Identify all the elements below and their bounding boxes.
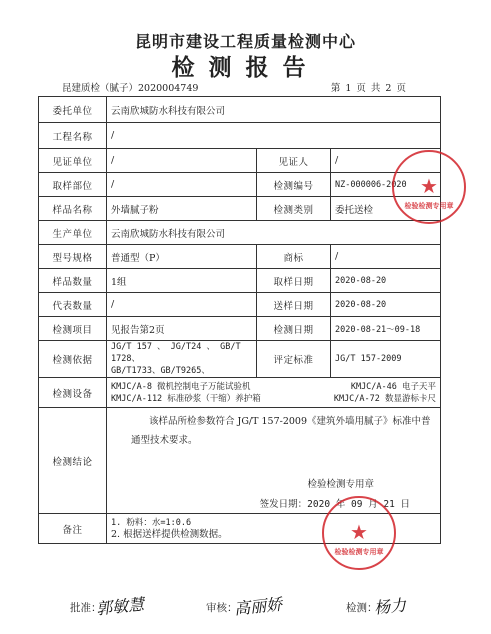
quantity-label: 样品数量 bbox=[39, 269, 107, 293]
standard-value: JG/T 157-2009 bbox=[331, 341, 441, 378]
basis-value bbox=[107, 341, 257, 378]
equipment-item: KMJC/A-8 微机控制电子万能试验机 bbox=[111, 381, 251, 392]
row-equipment bbox=[39, 378, 441, 408]
equipment-value bbox=[107, 378, 441, 408]
equipment-line-1 bbox=[111, 381, 436, 393]
remark-item: 2. 根据送样提供检测数据。 bbox=[111, 528, 228, 540]
conclusion-text: 该样品所检参数符合 JG/T 157-2009《建筑外墙用腻子》标准中普通型技术要求。 bbox=[131, 416, 431, 446]
equipment-item: KMJC/A-46 电子天平 bbox=[350, 381, 437, 392]
report-number: 昆建质检（腻子）2020004749 bbox=[62, 83, 199, 94]
equipment-item: KMJC/A-72 数显游标卡尺 bbox=[333, 393, 437, 404]
sampling-date-value: 2020-08-20 bbox=[331, 269, 441, 293]
page-number: 第 1 页 共 2 页 bbox=[330, 83, 407, 94]
sample-name-value: 外墙腻子粉 bbox=[107, 197, 257, 221]
delivery-date-label: 送样日期 bbox=[257, 293, 331, 317]
remark-item: 1. 粉料：水=1:0.6 bbox=[111, 517, 192, 528]
test-date-label: 检测日期 bbox=[257, 317, 331, 341]
producer-value: 云南欣城防水科技有限公司 bbox=[107, 221, 441, 245]
test-type-value: 委托送检 bbox=[331, 197, 441, 221]
test-number-label: 检测编号 bbox=[257, 173, 331, 197]
model-value: 普通型（P） bbox=[107, 245, 257, 269]
row-representative-quantity bbox=[39, 293, 441, 317]
sampling-date-label: 取样日期 bbox=[257, 269, 331, 293]
remarks-label: 备注 bbox=[39, 514, 107, 544]
test-signature: 杨力 bbox=[373, 595, 408, 618]
seal-caption: 检验检测专用章 bbox=[307, 479, 375, 490]
test-items-label: 检测项目 bbox=[39, 317, 107, 341]
row-producer bbox=[39, 221, 441, 245]
client-label: 委托单位 bbox=[39, 97, 107, 123]
sample-location-label: 取样部位 bbox=[39, 173, 107, 197]
sample-location-value: / bbox=[107, 173, 257, 197]
approve-label: 批准： bbox=[70, 602, 102, 614]
producer-label: 生产单位 bbox=[39, 221, 107, 245]
model-label: 型号规格 bbox=[39, 245, 107, 269]
seal-text: 检验检测专用章 bbox=[404, 201, 454, 210]
test-label: 检测： bbox=[346, 602, 378, 614]
witness-label: 见证人 bbox=[257, 149, 331, 173]
rep-quantity-value: / bbox=[107, 293, 257, 317]
standard-label: 评定标准 bbox=[257, 341, 331, 378]
row-basis bbox=[39, 341, 441, 378]
rep-quantity-label: 代表数量 bbox=[39, 293, 107, 317]
delivery-date-value: 2020-08-20 bbox=[331, 293, 441, 317]
conclusion-cell bbox=[107, 408, 441, 514]
star-icon: ★ bbox=[420, 174, 438, 198]
witness-unit-label: 见证单位 bbox=[39, 149, 107, 173]
report-title: 检测报告 bbox=[171, 54, 320, 81]
review-signature: 高丽娇 bbox=[233, 594, 283, 619]
row-witness bbox=[39, 149, 441, 173]
brand-value: / bbox=[331, 245, 441, 269]
row-project bbox=[39, 123, 441, 149]
equipment-item: KMJC/A-112 标准砂浆（干缩）养护箱 bbox=[111, 393, 261, 404]
row-client bbox=[39, 97, 441, 123]
row-model bbox=[39, 245, 441, 269]
row-sampling-location bbox=[39, 173, 441, 197]
client-value: 云南欣城防水科技有限公司 bbox=[107, 97, 441, 123]
conclusion-label: 检测结论 bbox=[39, 408, 107, 514]
project-value: / bbox=[107, 123, 441, 149]
basis-line-2: GB/T1733、GB/T9265、 bbox=[111, 366, 210, 376]
official-seal-stamp bbox=[322, 496, 396, 570]
report-table bbox=[38, 96, 441, 544]
review-label: 审核： bbox=[206, 602, 238, 614]
row-test-items bbox=[39, 317, 441, 341]
equipment-label: 检测设备 bbox=[39, 378, 107, 408]
witness-value: / bbox=[331, 149, 441, 173]
row-quantity bbox=[39, 269, 441, 293]
test-date-value: 2020-08-21～09-18 bbox=[331, 317, 441, 341]
quantity-value: 1组 bbox=[107, 269, 257, 293]
equipment-line-2 bbox=[111, 393, 436, 405]
test-type-label: 检测类别 bbox=[257, 197, 331, 221]
test-number-value: NZ-000006-2020 bbox=[331, 173, 441, 197]
sample-name-label: 样品名称 bbox=[39, 197, 107, 221]
row-conclusion bbox=[39, 408, 441, 514]
test-items-value: 见报告第2页 bbox=[107, 317, 257, 341]
star-icon: ★ bbox=[350, 520, 368, 544]
seal-text: 检验检测专用章 bbox=[334, 547, 384, 556]
official-seal-stamp bbox=[392, 150, 466, 224]
issue-date: 签发日期：2020 年 09 月 21 日 bbox=[259, 499, 411, 510]
basis-line-1: JG/T 157 、 JG/T24 、 GB/T 1728、 bbox=[111, 342, 241, 364]
project-label: 工程名称 bbox=[39, 123, 107, 149]
brand-label: 商标 bbox=[257, 245, 331, 269]
witness-unit-value: / bbox=[107, 149, 257, 173]
basis-label: 检测依据 bbox=[39, 341, 107, 378]
approve-signature: 郭敏慧 bbox=[95, 594, 145, 619]
organization-name: 昆明市建设工程质量检测中心 bbox=[134, 32, 356, 51]
row-sample-name bbox=[39, 197, 441, 221]
